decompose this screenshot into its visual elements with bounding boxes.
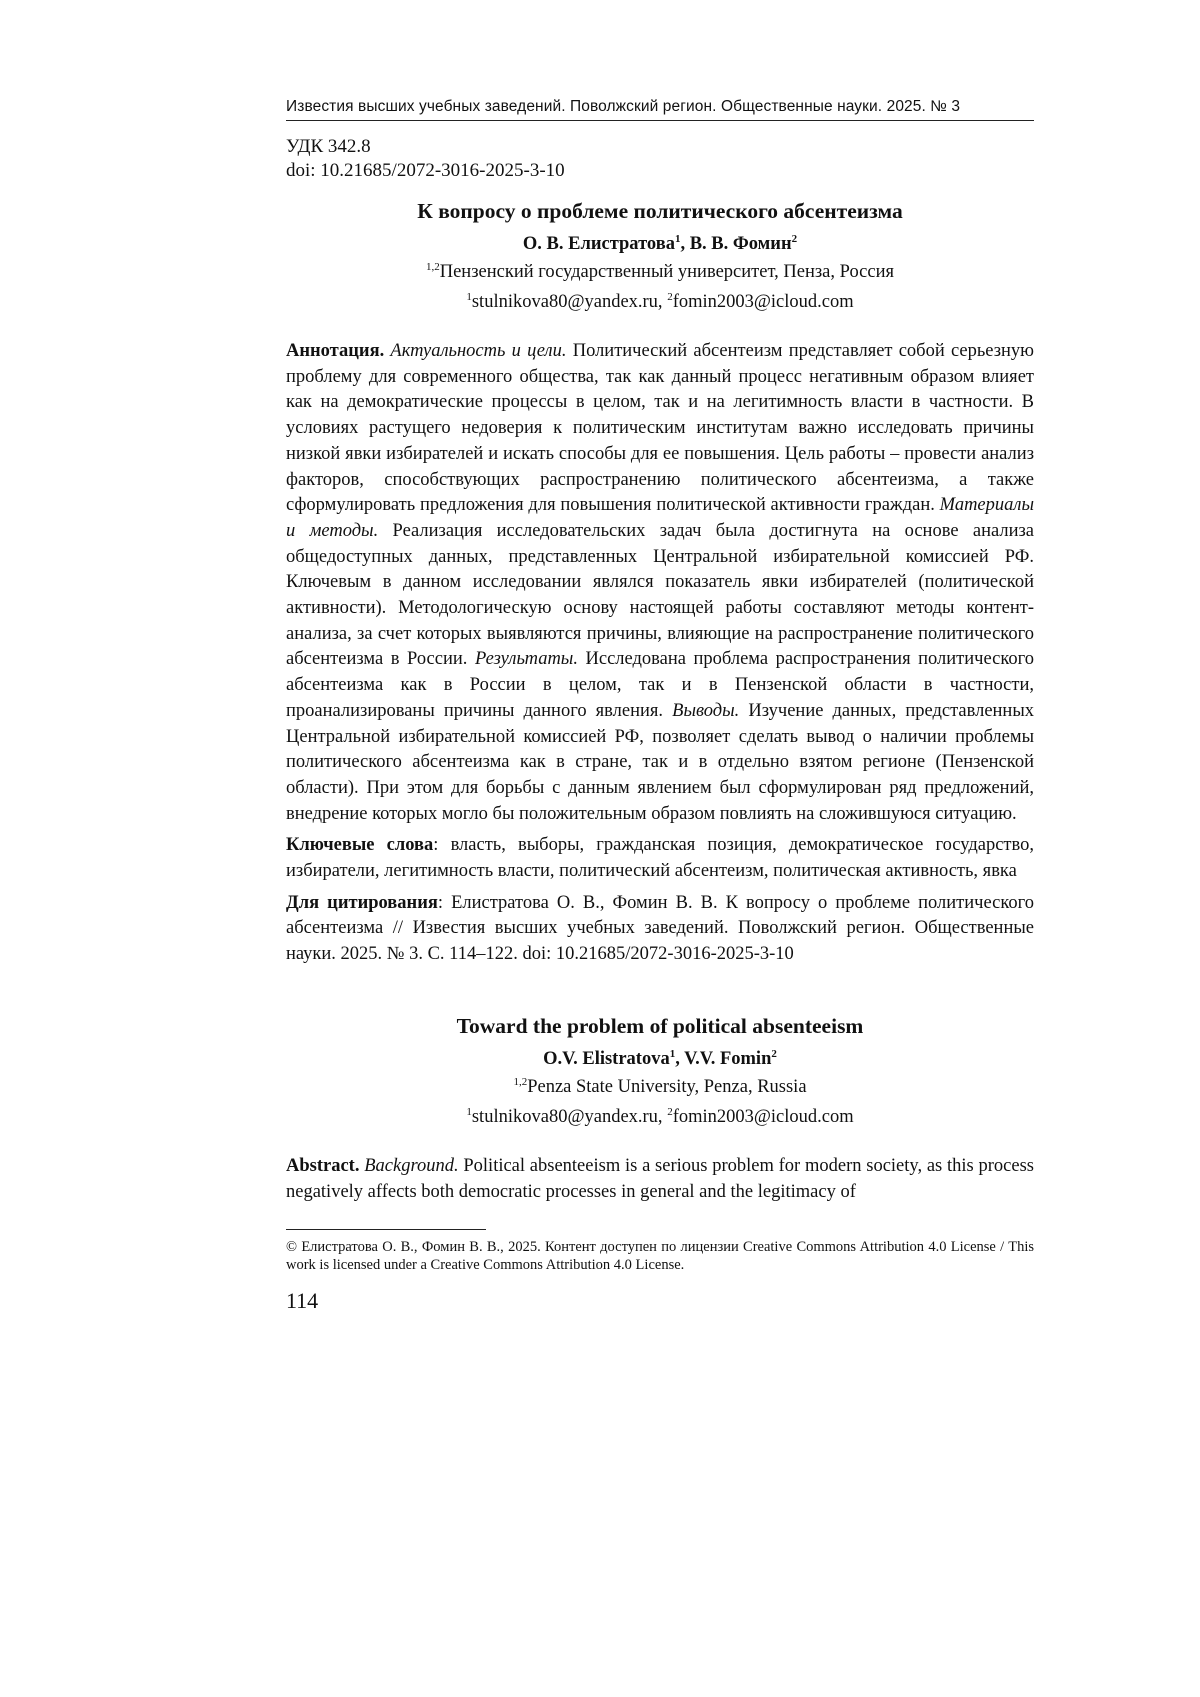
abstract-text: Изучение данных, представленных Центральной избирательной комиссией РФ, позволяет сделать вывод о наличии проблемы политического абсентеизма как в стране, так и в отдельно взятом регионе (Пензенской области). При этом для борьбы с данным явлением был сформулирован ряд предложений, внедрение которых могло бы положительным образом повлиять на сложившуюся ситуацию. xyxy=(286,700,1035,824)
abstract-label: Abstract. xyxy=(286,1155,360,1176)
abstract-en xyxy=(286,1154,1034,1205)
affiliation-sup: 1,2 xyxy=(425,261,440,273)
udc-code: УДК 342.8 xyxy=(286,136,371,157)
keywords-label: Ключевые слова xyxy=(286,835,434,856)
article-title-en: Toward the problem of political absenteeism xyxy=(456,1013,864,1038)
abstract-text: Political absenteeism is a serious problem for modern society, as this process negatively affects both democratic processes in general and the legitimacy of xyxy=(286,1155,1035,1202)
page-number: 114 xyxy=(286,1288,319,1314)
author-name: О. В. Елистратова xyxy=(522,234,675,254)
abstract-heading: Выводы. xyxy=(672,700,740,721)
affiliation-text: Penza State University, Penza, Russia xyxy=(527,1076,807,1097)
author-name: O.V. Elistratova xyxy=(543,1048,670,1069)
udc-block xyxy=(286,135,1034,183)
keywords-ru xyxy=(286,833,1034,884)
keywords-text: : власть, выборы, гражданская позиция, демократическое государство, избиратели, легитимность власти, политический абсентеизм, политическая активность, явка xyxy=(286,835,1034,882)
email-2[interactable]: fomin2003@icloud.com xyxy=(672,1106,854,1127)
author-separator: , xyxy=(680,234,690,254)
affiliation-text: Пензенский государственный университет, Пенза, Россия xyxy=(439,262,895,282)
email-sup: 1 xyxy=(466,1105,472,1118)
author-sup: 2 xyxy=(771,1047,777,1060)
copyright-footnote: © Елистратова О. В., Фомин В. В., 2025. Контент доступен по лицензии Creative Commons Attribution 4.0 License / This work is licensed under a Creative Commons Attribution 4.0 License. xyxy=(286,1239,1034,1274)
authors-ru xyxy=(286,231,1034,257)
affiliation-en xyxy=(286,1072,1034,1102)
article-title-ru: К вопросу о проблеме политического абсентеизма xyxy=(417,199,903,223)
email-1[interactable]: stulnikova80@yandex.ru, xyxy=(471,292,668,312)
emails-ru xyxy=(286,287,1034,317)
abstract-heading: Материалы и методы. xyxy=(286,495,1034,541)
abstract-ru xyxy=(286,339,1034,827)
email-1[interactable]: stulnikova80@yandex.ru, xyxy=(471,1106,668,1127)
author-sup: 1 xyxy=(674,233,681,245)
citation-ru xyxy=(286,891,1034,968)
author-name: В. В. Фомин xyxy=(689,234,792,254)
emails-en xyxy=(286,1102,1034,1132)
abstract-heading: Background. xyxy=(364,1155,459,1176)
running-header: Известия высших учебных заведений. Поволжский регион. Общественные науки. 2025. № 3 xyxy=(286,98,1034,121)
abstract-label: Аннотация. xyxy=(286,341,385,361)
doi: doi: 10.21685/2072-3016-2025-3-10 xyxy=(286,160,565,181)
abstract-text: Реализация исследовательских задач была достигнута на основе анализа общедоступных данных, представленных Центральной избирательной комиссией РФ. Ключевым в данном исследовании являлся показатель явки избирателей (политической активности). Методологическую основу настоящей работы составляют методы контент-анализа, за счет которых выявляются причины, влияющие на распространение политического абсентеизма в России. xyxy=(286,520,1034,670)
email-sup: 1 xyxy=(466,291,472,303)
email-sup: 2 xyxy=(667,291,673,303)
author-separator: , xyxy=(675,1048,685,1069)
citation-text: : Елистратова О. В., Фомин В. В. К вопросу о проблеме политического абсентеизма // Известия высших учебных заведений. Поволжский регион. Общественные науки. 2025. № 3. С. 114–122. doi: 10.21685/2072-3016-2025-3-10 xyxy=(286,892,1034,965)
abstract-heading: Результаты. xyxy=(474,649,578,670)
affiliation-ru xyxy=(286,257,1034,287)
journal-page xyxy=(286,98,1034,1314)
email-2[interactable]: fomin2003@icloud.com xyxy=(672,292,854,312)
abstract-text: Исследована проблема распространения политического абсентеизма как в России в целом, так и в Пензенской области в частности, проанализированы причины данного явления. xyxy=(286,649,1035,721)
email-sup: 2 xyxy=(667,1105,673,1118)
abstract-text: Политический абсентеизм представляет собой серьезную проблему для современного общества, так как данный процесс негативным образом влияет как на демократические процессы в целом, так и на легитимность власти в частности. В условиях растущего недоверия к политическим институтам важно исследовать причины низкой явки избирателей и искать способы для ее повышения. Цель работы – провести анализ факторов, способствующих распространению политического абсентеизма, а также сформулировать предложения для повышения политической активности граждан. xyxy=(286,341,1035,516)
authors-en xyxy=(286,1046,1034,1072)
affiliation-sup: 1,2 xyxy=(513,1075,528,1088)
abstract-heading: Актуальность и цели. xyxy=(390,341,567,361)
author-name: V.V. Fomin xyxy=(684,1048,772,1069)
citation-label: Для цитирования xyxy=(286,892,438,913)
author-sup: 2 xyxy=(791,233,798,245)
author-sup: 1 xyxy=(669,1047,676,1060)
footnote-divider xyxy=(286,1229,486,1230)
